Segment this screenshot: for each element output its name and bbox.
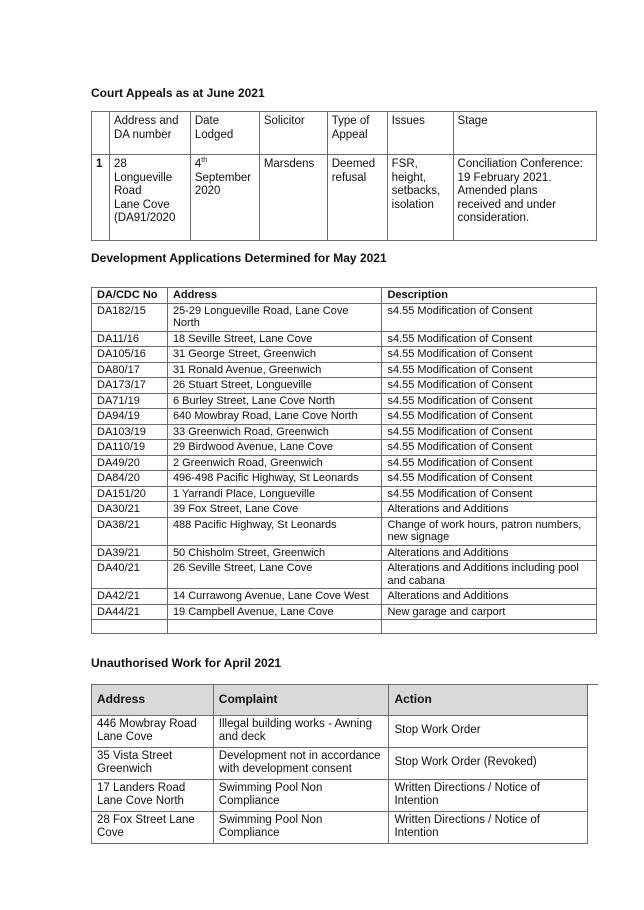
da-description: s4.55 Modification of Consent bbox=[382, 393, 597, 409]
table-row bbox=[92, 303, 597, 331]
table-row bbox=[92, 486, 597, 502]
da-description: s4.55 Modification of Consent bbox=[382, 303, 597, 331]
uw-action: Written Directions / Notice of Intention bbox=[389, 811, 588, 843]
da-description: s4.55 Modification of Consent bbox=[382, 331, 597, 347]
appeal-solicitor: Marsdens bbox=[259, 155, 327, 241]
da-number: DA103/19 bbox=[92, 424, 168, 440]
uw-complaint: Illegal building works - Awning and deck bbox=[213, 715, 389, 747]
da-address: 26 Seville Street, Lane Cove bbox=[167, 561, 382, 589]
appeal-issues: FSR, height, setbacks, isolation bbox=[387, 155, 453, 241]
da-address: 18 Seville Street, Lane Cove bbox=[167, 331, 382, 347]
uw-address: 446 Mowbray Road Lane Cove bbox=[92, 715, 214, 747]
da-number: DA173/17 bbox=[92, 378, 168, 394]
da-description: s4.55 Modification of Consent bbox=[382, 409, 597, 425]
table-row bbox=[92, 347, 597, 363]
table-row bbox=[92, 362, 597, 378]
development-applications-heading: Development Applications Determined for May 2021 bbox=[91, 251, 387, 265]
da-number: DA49/20 bbox=[92, 455, 168, 471]
table-row bbox=[92, 747, 588, 779]
appeal-stage: Conciliation Conference: 19 February 2021. Amended plans received and under consideration. bbox=[453, 155, 596, 241]
uw-complaint: Development not in accordance with development consent bbox=[213, 747, 389, 779]
da-number: DA44/21 bbox=[92, 604, 168, 620]
da-address: 31 Ronald Avenue, Greenwich bbox=[167, 362, 382, 378]
da-description: s4.55 Modification of Consent bbox=[382, 486, 597, 502]
table-row bbox=[92, 331, 597, 347]
divider bbox=[588, 684, 598, 685]
development-applications-table bbox=[91, 287, 597, 634]
da-description: Alterations and Additions bbox=[382, 502, 597, 518]
empty-row bbox=[92, 620, 597, 634]
header-cell: Complaint bbox=[213, 685, 389, 716]
da-description: s4.55 Modification of Consent bbox=[382, 362, 597, 378]
court-appeals-table bbox=[91, 111, 597, 241]
appeal-date-lodged: 4th September 2020 bbox=[190, 155, 259, 241]
table-header-row bbox=[92, 288, 597, 304]
header-cell: Date Lodged bbox=[190, 112, 259, 155]
table-row bbox=[92, 715, 588, 747]
table-row bbox=[92, 604, 597, 620]
da-description: s4.55 Modification of Consent bbox=[382, 471, 597, 487]
uw-action: Stop Work Order (Revoked) bbox=[389, 747, 588, 779]
table-row bbox=[92, 502, 597, 518]
da-number: DA42/21 bbox=[92, 589, 168, 605]
da-address: 488 Pacific Highway, St Leonards bbox=[167, 517, 382, 545]
uw-address: 28 Fox Street Lane Cove bbox=[92, 811, 214, 843]
uw-complaint: Swimming Pool Non Compliance bbox=[213, 811, 389, 843]
unauthorised-work-heading: Unauthorised Work for April 2021 bbox=[91, 656, 282, 670]
da-description: s4.55 Modification of Consent bbox=[382, 440, 597, 456]
da-address: 31 George Street, Greenwich bbox=[167, 347, 382, 363]
da-number: DA105/16 bbox=[92, 347, 168, 363]
table-row bbox=[92, 561, 597, 589]
table-row bbox=[92, 440, 597, 456]
da-description: Alterations and Additions including pool and cabana bbox=[382, 561, 597, 589]
uw-action: Written Directions / Notice of Intention bbox=[389, 779, 588, 811]
da-number: DA30/21 bbox=[92, 502, 168, 518]
da-address: 33 Greenwich Road, Greenwich bbox=[167, 424, 382, 440]
da-address: 19 Campbell Avenue, Lane Cove bbox=[167, 604, 382, 620]
table-row bbox=[92, 378, 597, 394]
da-number: DA84/20 bbox=[92, 471, 168, 487]
header-cell: Address bbox=[92, 685, 214, 716]
header-cell: Type of Appeal bbox=[327, 112, 387, 155]
header-cell bbox=[92, 112, 110, 155]
da-description: s4.55 Modification of Consent bbox=[382, 424, 597, 440]
uw-address: 17 Landers Road Lane Cove North bbox=[92, 779, 214, 811]
da-address: 640 Mowbray Road, Lane Cove North bbox=[167, 409, 382, 425]
table-row bbox=[92, 545, 597, 561]
row-number: 1 bbox=[92, 155, 110, 241]
table-row bbox=[92, 517, 597, 545]
appeal-type: Deemed refusal bbox=[327, 155, 387, 241]
da-number: DA39/21 bbox=[92, 545, 168, 561]
table-row bbox=[92, 589, 597, 605]
table-row bbox=[92, 779, 588, 811]
da-address: 496-498 Pacific Highway, St Leonards bbox=[167, 471, 382, 487]
da-address: 1 Yarrandi Place, Longueville bbox=[167, 486, 382, 502]
da-number: DA11/16 bbox=[92, 331, 168, 347]
da-description: Change of work hours, patron numbers, new signage bbox=[382, 517, 597, 545]
da-description: New garage and carport bbox=[382, 604, 597, 620]
da-number: DA182/15 bbox=[92, 303, 168, 331]
da-number: DA71/19 bbox=[92, 393, 168, 409]
uw-address: 35 Vista Street Greenwich bbox=[92, 747, 214, 779]
da-address: 2 Greenwich Road, Greenwich bbox=[167, 455, 382, 471]
table-header-row bbox=[92, 112, 597, 155]
empty-cell bbox=[92, 620, 168, 634]
da-description: s4.55 Modification of Consent bbox=[382, 378, 597, 394]
court-appeals-heading: Court Appeals as at June 2021 bbox=[91, 86, 265, 100]
da-number: DA40/21 bbox=[92, 561, 168, 589]
da-number: DA151/20 bbox=[92, 486, 168, 502]
uw-action: Stop Work Order bbox=[389, 715, 588, 747]
da-address: 6 Burley Street, Lane Cove North bbox=[167, 393, 382, 409]
header-cell: DA/CDC No bbox=[92, 288, 168, 304]
da-address: 50 Chisholm Street, Greenwich bbox=[167, 545, 382, 561]
da-address: 14 Currawong Avenue, Lane Cove West bbox=[167, 589, 382, 605]
table-row bbox=[92, 471, 597, 487]
da-address: 29 Birdwood Avenue, Lane Cove bbox=[167, 440, 382, 456]
da-address: 39 Fox Street, Lane Cove bbox=[167, 502, 382, 518]
table-row bbox=[92, 393, 597, 409]
header-cell: Action bbox=[389, 685, 588, 716]
da-number: DA94/19 bbox=[92, 409, 168, 425]
da-address: 26 Stuart Street, Longueville bbox=[167, 378, 382, 394]
table-row bbox=[92, 424, 597, 440]
header-cell: Description bbox=[382, 288, 597, 304]
table-row bbox=[92, 811, 588, 843]
uw-complaint: Swimming Pool Non Compliance bbox=[213, 779, 389, 811]
empty-cell bbox=[167, 620, 382, 634]
table-row bbox=[92, 409, 597, 425]
table-header-row bbox=[92, 685, 588, 716]
da-description: Alterations and Additions bbox=[382, 589, 597, 605]
da-number: DA80/17 bbox=[92, 362, 168, 378]
header-cell: Stage bbox=[453, 112, 596, 155]
unauthorised-work-table bbox=[91, 684, 588, 844]
header-cell: Solicitor bbox=[259, 112, 327, 155]
header-cell: Address bbox=[167, 288, 382, 304]
da-number: DA110/19 bbox=[92, 440, 168, 456]
da-description: s4.55 Modification of Consent bbox=[382, 455, 597, 471]
da-description: s4.55 Modification of Consent bbox=[382, 347, 597, 363]
da-number: DA38/21 bbox=[92, 517, 168, 545]
da-address: 25-29 Longueville Road, Lane Cove North bbox=[167, 303, 382, 331]
da-description: Alterations and Additions bbox=[382, 545, 597, 561]
header-cell: Address and DA number bbox=[109, 112, 190, 155]
appeal-address: 28 Longueville Road Lane Cove (DA91/2020 bbox=[109, 155, 190, 241]
table-row bbox=[92, 155, 597, 241]
table-row bbox=[92, 455, 597, 471]
empty-cell bbox=[382, 620, 597, 634]
header-cell: Issues bbox=[387, 112, 453, 155]
